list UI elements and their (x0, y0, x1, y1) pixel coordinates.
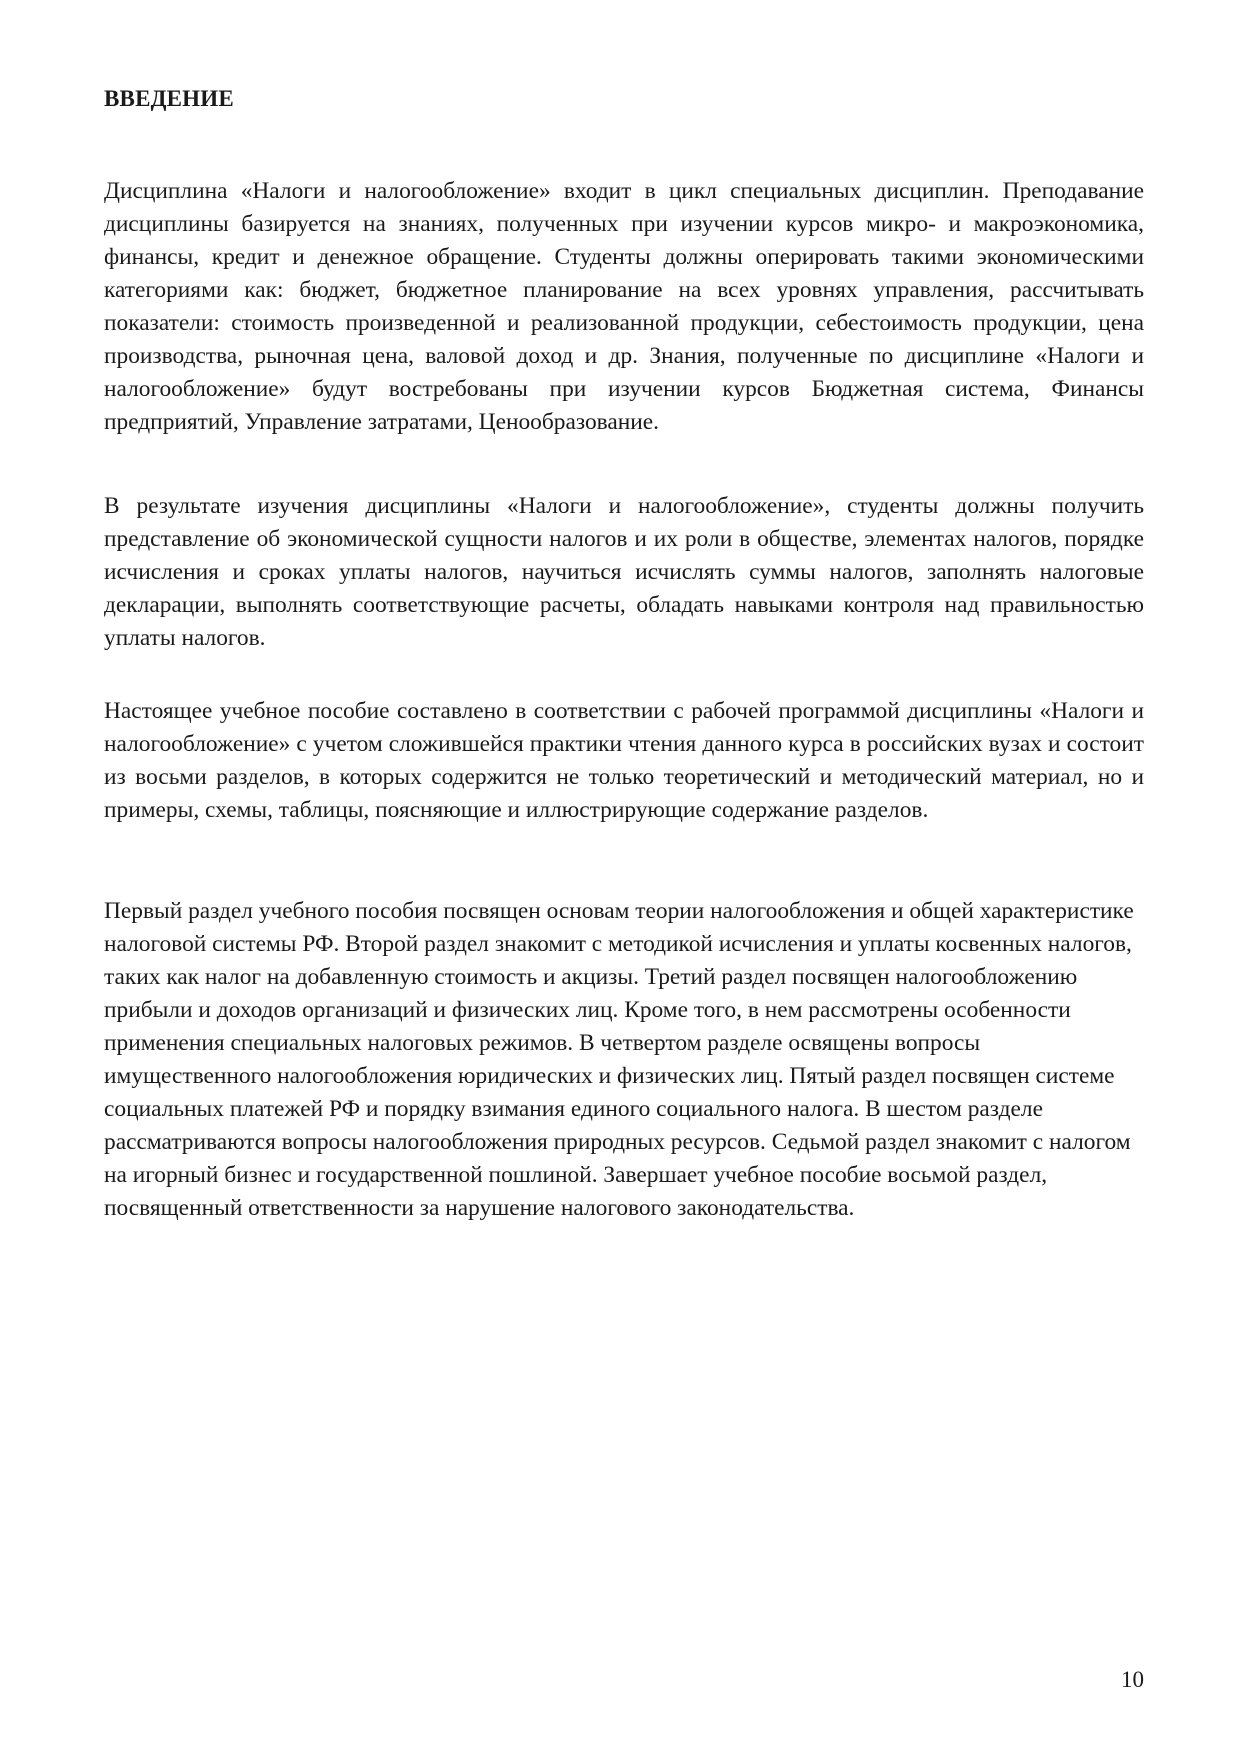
page-number: 10 (1121, 1667, 1144, 1692)
paragraph-section-summary: Первый раздел учебного пособия посвящен основам теории налогообложения и общей характеристике налоговой системы РФ. Второй раздел знакомит с методикой исчисления и уплаты косвенных налогов, таких как налог на добавленную стоимость и акцизы. Третий раздел посвящен налогообложению прибыли и доходов организаций и физических лиц. Кроме того, в нем рассмотрены особенности применения специальных налоговых режимов. В четвертом разделе освящены вопросы имущественного налогообложения юридических и физических лиц. Пятый раздел посвящен системе социальных платежей РФ и порядку взимания единого социального налога. В шестом разделе рассматриваются вопросы налогообложения природных ресурсов. Седьмой раздел знакомит с налогом на игорный бизнес и государственной пошлиной. Завершает учебное пособие восьмой раздел, посвященный ответственности за нарушение налогового законодательства. (104, 898, 1134, 1221)
paragraph-textbook-structure: Настоящее учебное пособие составлено в соответствии с рабочей программой дисциплины «Налоги и налогообложение» с учетом сложившейся практики чтения данного курса в российских вузах и состоит из восьми разделов, в которых содержится не только теоретический и методический материал, но и примеры, схемы, таблицы, поясняющие и иллюстрирующие содержание разделов. (104, 698, 1144, 823)
paragraph-learning-outcomes: В результате изучения дисциплины «Налоги и налогообложение», студенты должны получить представление об экономической сущности налогов и их роли в обществе, элементах налогов, порядке исчисления и сроках уплаты налогов, научиться исчислять суммы налогов, заполнять налоговые декларации, выполнять соответствующие расчеты, обладать навыками контроля над правильностью уплаты налогов. (104, 493, 1144, 651)
section-heading: ВВЕДЕНИЕ (104, 86, 234, 111)
paragraph-discipline-overview: Дисциплина «Налоги и налогообложение» входит в цикл специальных дисциплин. Преподавание дисциплины базируется на знаниях, полученных при изучении курсов микро- и макроэкономика, финансы, кредит и денежное обращение. Студенты должны оперировать такими экономическими категориями как: бюджет, бюджетное планирование на всех уровнях управления, рассчитывать показатели: стоимость произведенной и реализованной продукции, себестоимость продукции, цена производства, рыночная цена, валовой доход и др. Знания, полученные по дисциплине «Налоги и налогообложение» будут востребованы при изучении курсов Бюджетная система, Финансы предприятий, Управление затратами, Ценообразование. (104, 178, 1144, 435)
